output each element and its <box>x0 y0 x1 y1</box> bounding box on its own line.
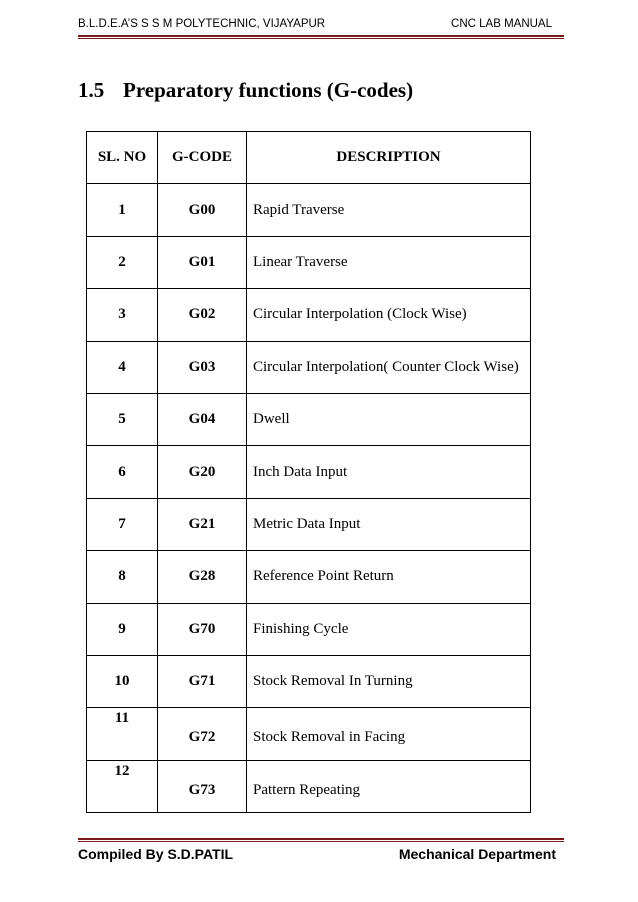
sl-cell: 4 <box>87 341 158 393</box>
table-header-row <box>87 132 531 184</box>
code-cell: G28 <box>158 551 247 603</box>
header-manual-title: CNC LAB MANUAL <box>451 18 552 30</box>
code-cell: G71 <box>158 655 247 707</box>
code-cell: G00 <box>158 184 247 236</box>
sl-cell: 5 <box>87 393 158 445</box>
code-cell: G04 <box>158 393 247 445</box>
description-cell: Circular Interpolation( Counter Clock Wise) <box>247 341 531 393</box>
table-row <box>87 184 531 236</box>
section-number: 1.5 <box>78 78 105 102</box>
footer-rule-thin <box>78 841 564 842</box>
footer-rule <box>78 838 564 840</box>
header-rule-thin <box>78 38 564 39</box>
description-cell: Dwell <box>247 393 531 445</box>
table-row <box>87 655 531 707</box>
sl-cell: 6 <box>87 446 158 498</box>
header-description: DESCRIPTION <box>247 132 531 184</box>
description-cell: Rapid Traverse <box>247 184 531 236</box>
table-row <box>87 446 531 498</box>
description-cell: Linear Traverse <box>247 236 531 288</box>
page-header <box>78 14 562 34</box>
table-row <box>87 603 531 655</box>
description-cell: Inch Data Input <box>247 446 531 498</box>
section-heading <box>78 78 413 103</box>
code-cell: G20 <box>158 446 247 498</box>
code-cell: G21 <box>158 498 247 550</box>
description-cell: Reference Point Return <box>247 551 531 603</box>
code-cell: G01 <box>158 236 247 288</box>
table-row <box>87 708 531 760</box>
description-cell: Metric Data Input <box>247 498 531 550</box>
gcode-table <box>86 131 531 813</box>
table-row <box>87 393 531 445</box>
page-footer <box>78 846 564 866</box>
description-cell: Stock Removal in Facing <box>247 708 531 760</box>
code-cell: G70 <box>158 603 247 655</box>
sl-cell: 11 <box>87 708 158 760</box>
description-cell: Finishing Cycle <box>247 603 531 655</box>
sl-cell: 9 <box>87 603 158 655</box>
code-cell: G03 <box>158 341 247 393</box>
header-g-code: G-CODE <box>158 132 247 184</box>
table-row <box>87 498 531 550</box>
header-institution: B.L.D.E.A’S S S M POLYTECHNIC, VIJAYAPUR <box>78 18 326 30</box>
footer-author: Compiled By S.D.PATIL <box>78 846 234 862</box>
code-cell: G02 <box>158 289 247 341</box>
section-title: Preparatory functions (G-codes) <box>123 78 414 102</box>
table-row <box>87 760 531 812</box>
table-row <box>87 551 531 603</box>
description-cell: Circular Interpolation (Clock Wise) <box>247 289 531 341</box>
code-cell: G72 <box>158 708 247 760</box>
header-rule <box>78 35 564 37</box>
footer-department: Mechanical Department <box>398 846 556 862</box>
header-sl-no: SL. NO <box>87 132 158 184</box>
table-row <box>87 236 531 288</box>
sl-cell: 12 <box>87 760 158 812</box>
sl-cell: 2 <box>87 236 158 288</box>
table-row <box>87 289 531 341</box>
sl-cell: 3 <box>87 289 158 341</box>
sl-cell: 8 <box>87 551 158 603</box>
table-row <box>87 341 531 393</box>
sl-cell: 7 <box>87 498 158 550</box>
code-cell: G73 <box>158 760 247 812</box>
sl-cell: 1 <box>87 184 158 236</box>
description-cell: Pattern Repeating <box>247 760 531 812</box>
description-cell: Stock Removal In Turning <box>247 655 531 707</box>
sl-cell: 10 <box>87 655 158 707</box>
